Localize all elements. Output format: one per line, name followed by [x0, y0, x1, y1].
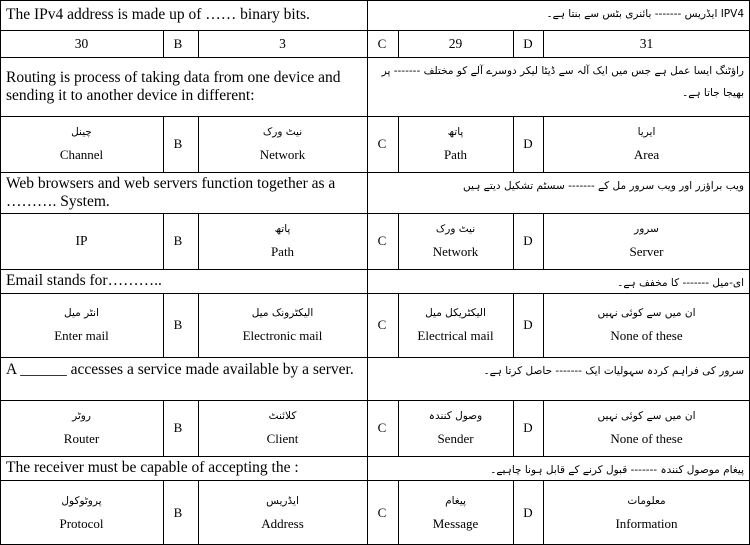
question-split-line — [367, 0, 368, 30]
option-cell[interactable] — [398, 400, 513, 456]
option-urdu: معلومات — [627, 494, 666, 507]
option-letter: B — [173, 35, 183, 51]
option-urdu: ان میں سے کوئی نہیں — [597, 307, 696, 319]
option-letter: D — [523, 136, 533, 151]
option-letter: D — [523, 233, 533, 248]
option-english: Message — [432, 515, 479, 531]
option-urdu: پیغام — [445, 494, 466, 507]
question-split-line — [367, 57, 368, 116]
left-border — [0, 0, 1, 545]
option-cell[interactable] — [0, 480, 163, 545]
option-cell[interactable] — [0, 400, 163, 456]
question-split-line — [367, 357, 368, 400]
option-cell[interactable] — [0, 293, 163, 357]
option-cell[interactable] — [398, 480, 513, 545]
option-cell[interactable] — [198, 213, 367, 269]
option-english: Protocol — [59, 515, 104, 531]
option-english: Enter mail — [54, 328, 109, 343]
option-letter: C — [377, 136, 387, 151]
question-urdu: سرور کی فراہم کردہ سہولیات ایک ------- حاصل کرتا ہے۔ — [483, 365, 744, 377]
option-urdu: ایریا — [637, 126, 656, 138]
option-cell[interactable] — [398, 293, 513, 357]
question-split-line — [367, 269, 368, 293]
option-letter: D — [523, 35, 533, 51]
option-cell[interactable] — [543, 293, 750, 357]
option-letter: C — [377, 317, 387, 332]
option-english: Network — [259, 147, 306, 162]
option-letter: C — [377, 504, 387, 520]
option-urdu: نیٹ ورک — [262, 126, 303, 138]
option-cell[interactable] — [398, 116, 513, 172]
option-english: 29 — [448, 35, 463, 51]
question-urdu: IPV4 ایڈریس ------- بائنری بٹس سے بنتا ہے۔ — [546, 8, 744, 20]
option-urdu: انٹر میل — [64, 307, 99, 319]
question-split-line — [367, 172, 368, 213]
row-divider — [0, 0, 750, 1]
option-letter: D — [523, 317, 533, 332]
option-english: Path — [443, 147, 468, 162]
option-english: Sender — [437, 431, 474, 446]
option-urdu: ان میں سے کوئی نہیں — [597, 410, 696, 422]
question-english: The IPv4 address is made up of …… binary bits. — [6, 6, 310, 23]
option-english: Channel — [59, 147, 104, 162]
option-cell[interactable] — [543, 116, 750, 172]
question-urdu: راؤٹنگ ایسا عمل ہے جس میں ایک آلہ سے ڈیٹا لیکر دوسرے آلے کو مختلف ------- پر بھیجا جاتا ہے۔ — [381, 65, 744, 99]
option-english: Address — [261, 515, 304, 531]
option-urdu: روٹر — [72, 410, 91, 422]
option-english: Area — [633, 147, 660, 162]
option-letter: D — [523, 420, 533, 435]
option-letter: C — [377, 233, 387, 248]
option-cell[interactable] — [0, 213, 163, 269]
option-letter: D — [523, 504, 533, 520]
question-english: Web browsers and web servers function together as a ………. System. — [6, 174, 336, 210]
option-cell[interactable] — [0, 116, 163, 172]
option-urdu: پاتھ — [447, 126, 464, 138]
option-cell[interactable] — [398, 30, 513, 57]
question-english: The receiver must be capable of accepting the : — [6, 459, 299, 476]
option-english: 3 — [279, 35, 286, 51]
option-cell[interactable] — [198, 400, 367, 456]
option-english: Router — [63, 431, 100, 446]
row-divider — [0, 357, 750, 358]
option-urdu: وصول کنندہ — [428, 410, 483, 422]
option-urdu: پروٹوکول — [61, 494, 102, 507]
question-split-line — [367, 456, 368, 480]
option-urdu: ایڈریس — [266, 494, 299, 507]
option-cell[interactable] — [543, 480, 750, 545]
option-cell[interactable] — [543, 400, 750, 456]
option-urdu: چینل — [71, 126, 92, 138]
option-letter: B — [173, 136, 183, 151]
question-urdu: پیغام موصول کنندہ ------- قبول کرنے کے قابل ہونا چاہیے۔ — [490, 464, 744, 476]
option-english: 31 — [639, 35, 654, 51]
question-english: Routing is process of taking data from one device and sending it to another device in different: — [6, 68, 341, 104]
option-letter: B — [173, 317, 183, 332]
option-english: None of these — [610, 431, 683, 446]
option-cell[interactable] — [543, 213, 750, 269]
option-urdu: سرور — [634, 223, 659, 235]
option-letter: C — [377, 420, 387, 435]
option-letter: B — [173, 233, 183, 248]
question-english: A ______ accesses a service made available by a server. — [6, 360, 354, 378]
row-divider — [0, 57, 750, 58]
option-urdu: الیکٹرونک میل — [251, 307, 314, 319]
option-cell[interactable] — [543, 30, 750, 57]
row-divider — [0, 172, 750, 173]
question-urdu: ای-میل ------- کا مخفف ہے۔ — [617, 277, 744, 289]
option-english: Network — [432, 244, 479, 259]
option-urdu: نیٹ ورک — [435, 223, 476, 235]
row-divider — [0, 269, 750, 270]
question-english: Email stands for……….. — [6, 272, 162, 289]
option-english: Server — [629, 244, 664, 259]
option-english: Client — [266, 431, 299, 446]
option-english: Electronic mail — [242, 328, 323, 343]
option-cell[interactable] — [398, 213, 513, 269]
option-urdu: الیکٹریکل میل — [425, 307, 486, 319]
option-english: IP — [75, 233, 88, 248]
option-cell[interactable] — [198, 30, 367, 57]
option-letter: C — [377, 35, 387, 51]
option-english: 30 — [74, 35, 89, 51]
row-divider — [0, 456, 750, 457]
option-cell[interactable] — [0, 30, 163, 57]
option-urdu: پاتھ — [274, 223, 291, 235]
option-letter: B — [173, 504, 183, 520]
option-cell[interactable] — [198, 116, 367, 172]
option-cell[interactable] — [198, 480, 367, 545]
option-cell[interactable] — [198, 293, 367, 357]
option-english: Information — [615, 515, 678, 531]
option-english: None of these — [610, 328, 683, 343]
question-urdu: ویب براؤزر اور ویب سرور مل کے ------- سسٹم تشکیل دیتے ہیں — [463, 180, 744, 192]
option-urdu: کلائنٹ — [268, 410, 297, 422]
option-english: Electrical mail — [417, 328, 494, 343]
option-english: Path — [270, 244, 295, 259]
option-letter: B — [173, 420, 183, 435]
